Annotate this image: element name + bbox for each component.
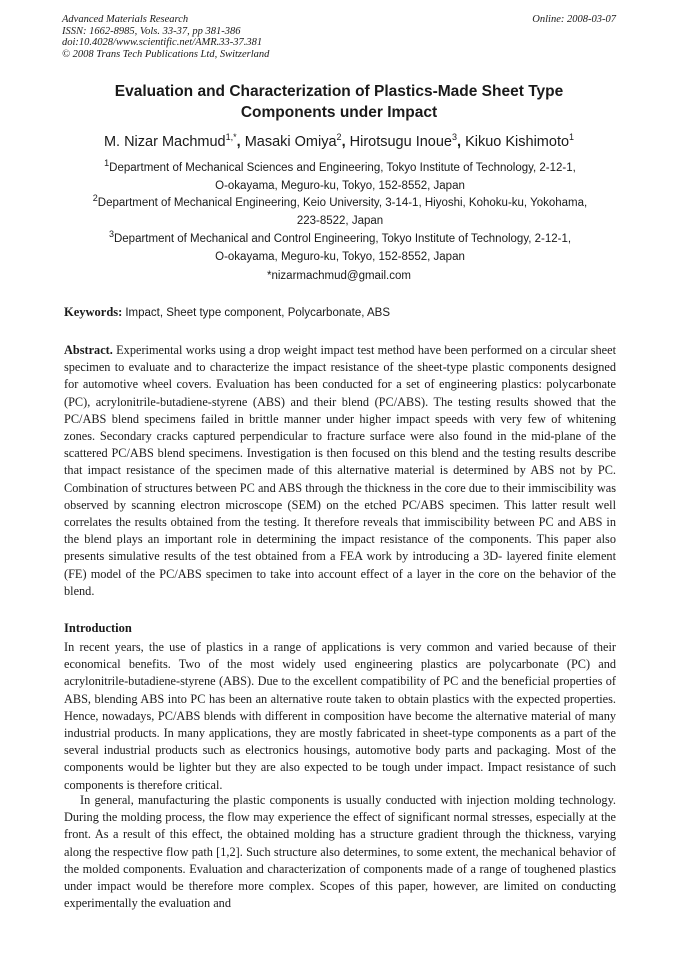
author-list: M. Nizar Machmud$^{1,*}$, Masaki Omiya$^2$, Hirotsugu Inoue$^3$, Kikuo Kishimoto$^1$ [103, 132, 575, 150]
abstract-label: Abstract. [64, 343, 113, 357]
affiliation-line: Department of Mechanical Sciences and Engineering, Tokyo Institute of Technology, 2-12-1, [109, 162, 576, 174]
affiliation-2 [64, 195, 616, 230]
affiliation-line: Department of Mechanical and Control Engineering, Tokyo Institute of Technology, 2-12-1, [113, 233, 572, 245]
paper-title-line-1: Evaluation and Characterization of Plastics-Made Sheet Type [114, 83, 564, 100]
corresponding-email: *nizarmachmud@gmail.com [267, 270, 411, 282]
online-date: Online: 2008-03-07 [532, 14, 616, 25]
author-affiliation-mark: 1 [569, 132, 575, 143]
section-heading-introduction: Introduction [64, 621, 132, 635]
abstract [64, 342, 616, 600]
affiliation-line: O-okayama, Meguro-ku, Tokyo, 152-8552, Japan [215, 250, 465, 263]
keywords [64, 304, 616, 322]
journal-header [62, 14, 618, 60]
author-name: Hirotsugu Inoue [349, 134, 452, 150]
keywords-text: Impact, Sheet type component, Polycarbonate, ABS [125, 307, 390, 319]
paper-title [62, 81, 616, 123]
keywords-label: Keywords: [64, 305, 123, 319]
affiliation-mark: 3 [108, 229, 114, 240]
affiliation-3 [64, 231, 616, 266]
author-name: Masaki Omiya [244, 134, 337, 150]
journal-issn: ISSN: 1662-8985, Vols. 33-37, pp 381-386 [62, 25, 241, 37]
affiliation-line: O-okayama, Meguro-ku, Tokyo, 152-8552, Japan [215, 179, 465, 192]
abstract-text: Experimental works using a drop weight impact test method have been performed on a circular sheet specimen to evaluate and to characterize the impact resistance of the sheet-type plastic components designed for automotive wheel covers. Evaluation has been conducted for a set of engineering plastics: polycarbonate (PC), acrylonitrile-butadiene-styrene (ABS) and their blend (PC/ABS). The testing results showed that the PC/ABS blend specimens failed in brittle manner under higher impact speeds with very few of whitening zones. Secondary cracks captured perpendicular to fracture surface were also found in the mid-plane of the scattered PC/ABS blend specimens. Investigation is then focused on this blend and the testing results describe that impact resistance of the specimen made of this alternative material is determined by ABS not by PC. Combination of structures between PC and ABS through the thickness in the core due to their immiscibility was observed by scanning electron microscope (SEM) on the etched PC/ABS specimen. This latter result well correlates the results obtained from the testing. It therefore reveals that immiscibility between PC and ABS in the blend plays an important role in determining the impact resistance of the components. This paper also presents simulative results of the test obtained from a FEA work by introducing a 3D- layered finite element (FE) model of the PC/ABS specimen to take into account effect of a layer in the core on the behavior of the blend. [64, 343, 616, 598]
affiliation-1 [64, 160, 616, 195]
author-affiliation-mark: 2 [336, 132, 342, 143]
affiliation-mark: 1 [104, 158, 110, 169]
journal-name: Advanced Materials Research [62, 14, 189, 25]
author-affiliation-mark: 3 [452, 132, 458, 143]
affiliation-line: Department of Mechanical Engineering, Keio University, 3-14-1, Hiyoshi, Kohoku-ku, Yokohama, [97, 197, 588, 209]
introduction-paragraph-1: In recent years, the use of plastics in a range of applications is very common and varied because of their economical benefits. Two of the most widely used engineering plastics are polycarbonate (PC) and acrylonitrile-butadiene-styrene (ABS). Due to the excellent compatibility of PC and the beneficial properties of ABS, blending ABS into PC has been an alternative route taken to obtain plastics with the expected properties. Hence, nowadays, PC/ABS blends with different in composition have become the alternative material of many industrial products. In many applications, they are mostly fabricated in sheet-type components as a part of the several industrial products such as electronics housings, automotive body parts and packaging. Most of the components would be lighter but they are also expected to be tough under impact. Impact resistance of such components is therefore critical. [64, 640, 616, 792]
author-name: M. Nizar Machmud [103, 134, 226, 150]
affiliation-mark: 2 [92, 193, 98, 204]
author-affiliation-mark: 1,* [225, 132, 237, 143]
introduction-paragraph-2: In general, manufacturing the plastic components is usually conducted with injection molding technology. During the molding process, the flow may experience the effect of significant normal stresses, especially at the front. As a result of this effect, the obtained molding has a structure gradient through the thickness, varying along the respective flow path [1,2]. Such structure also determines, to some extent, the mechanical behavior of the molded components. Evaluation and characterization of components made of a range of toughened plastics under impact would be therefore more complex. Scopes of this paper, however, are limited on conducting experimentally the evaluation and [64, 793, 616, 911]
journal-copyright: © 2008 Trans Tech Publications Ltd, Switzerland [62, 48, 270, 60]
paper-title-line-2: Components under Impact [240, 104, 438, 121]
journal-doi: doi:10.4028/www.scientific.net/AMR.33-37.381 [62, 37, 263, 48]
author-name: Kikuo Kishimoto [465, 134, 570, 150]
affiliation-line: 223-8522, Japan [296, 214, 384, 227]
